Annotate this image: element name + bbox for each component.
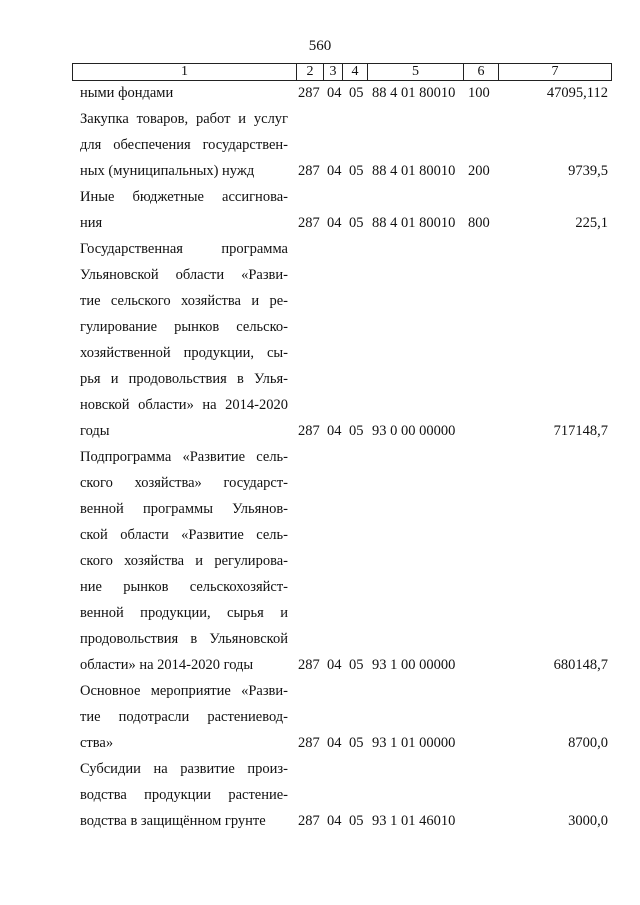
cell-rz: 04 xyxy=(327,657,342,673)
cell-csr: 93 1 01 00000 xyxy=(372,735,456,751)
cell-csr: 88 4 01 80010 xyxy=(372,215,456,231)
table-row xyxy=(0,678,640,756)
description-line: для обеспечения государствен- xyxy=(80,137,288,153)
row-description xyxy=(80,236,288,444)
cell-gr: 287 xyxy=(298,735,320,751)
description-line: тие подотрасли растениевод- xyxy=(80,709,288,725)
description-line: рья и продовольствия в Улья- xyxy=(80,371,288,387)
cell-rz: 04 xyxy=(327,423,342,439)
description-line: ского хозяйства» государст- xyxy=(80,475,288,491)
cell-amount: 8700,0 xyxy=(568,735,608,751)
description-line: гулирование рынков сельско- xyxy=(80,319,288,335)
cell-pr: 05 xyxy=(349,813,364,829)
cell-amount: 225,1 xyxy=(575,215,608,231)
description-line: венной программы Ульянов- xyxy=(80,501,288,517)
table-row xyxy=(0,756,640,834)
cell-pr: 05 xyxy=(349,735,364,751)
description-line: Закупка товаров, работ и услуг xyxy=(80,111,288,127)
row-description xyxy=(80,756,288,834)
description-line: Ульяновской области «Разви- xyxy=(80,267,288,283)
description-line: ства» xyxy=(80,735,114,751)
header-col-1: 1 xyxy=(181,64,188,79)
cell-gr: 287 xyxy=(298,85,320,101)
cell-pr: 05 xyxy=(349,215,364,231)
description-line: тие сельского хозяйства и ре- xyxy=(80,293,288,309)
cell-amount: 47095,112 xyxy=(546,85,608,101)
cell-csr: 93 0 00 00000 xyxy=(372,423,456,439)
cell-vr: 800 xyxy=(468,215,490,231)
header-col-6: 6 xyxy=(477,64,485,79)
description-line: ния xyxy=(80,215,103,231)
cell-gr: 287 xyxy=(298,813,320,829)
description-line: ных (муниципальных) нужд xyxy=(80,163,255,179)
cell-amount: 9739,5 xyxy=(568,163,608,179)
description-line: ского хозяйства и регулирова- xyxy=(80,553,288,569)
description-line: хозяйственной продукции, сы- xyxy=(80,345,288,361)
table-header xyxy=(72,63,612,81)
description-line: продовольствия в Ульяновской xyxy=(80,631,288,647)
cell-csr: 93 1 00 00000 xyxy=(372,657,456,673)
cell-gr: 287 xyxy=(298,215,320,231)
row-description xyxy=(80,184,288,236)
cell-rz: 04 xyxy=(327,735,342,751)
cell-csr: 88 4 01 80010 xyxy=(372,85,456,101)
cell-rz: 04 xyxy=(327,215,342,231)
cell-rz: 04 xyxy=(327,163,342,179)
table-row xyxy=(0,80,640,106)
header-col-4: 4 xyxy=(351,64,359,79)
row-description xyxy=(80,678,288,756)
row-description xyxy=(80,80,288,106)
cell-pr: 05 xyxy=(349,657,364,673)
header-col-5: 5 xyxy=(412,64,419,79)
cell-rz: 04 xyxy=(327,85,342,101)
cell-vr: 200 xyxy=(468,163,490,179)
description-line: ными фондами xyxy=(80,85,174,101)
cell-amount: 717148,7 xyxy=(553,423,608,439)
cell-pr: 05 xyxy=(349,423,364,439)
header-col-3: 3 xyxy=(329,64,337,79)
description-line: Иные бюджетные ассигнова- xyxy=(80,189,288,205)
cell-amount: 3000,0 xyxy=(568,813,608,829)
description-line: водства в защищённом грунте xyxy=(80,813,266,829)
description-line: Подпрограмма «Развитие сель- xyxy=(80,449,288,465)
description-line: водства продукции растение- xyxy=(80,787,288,803)
description-line: ние рынков сельскохозяйст- xyxy=(80,579,288,595)
description-line: Субсидии на развитие произ- xyxy=(80,761,288,777)
cell-gr: 287 xyxy=(298,423,320,439)
page-number: 560 xyxy=(308,38,332,54)
description-line: ской области «Развитие сель- xyxy=(80,527,288,543)
table-row xyxy=(0,236,640,444)
description-line: годы xyxy=(80,423,110,439)
description-line: венной продукции, сырья и xyxy=(80,605,288,621)
header-col-2: 2 xyxy=(306,64,314,79)
row-description xyxy=(80,106,288,184)
cell-rz: 04 xyxy=(327,813,342,829)
description-line: Государственная программа xyxy=(80,241,288,257)
cell-gr: 287 xyxy=(298,657,320,673)
cell-pr: 05 xyxy=(349,163,364,179)
description-line: Основное мероприятие «Разви- xyxy=(80,683,288,699)
header-col-7: 7 xyxy=(551,64,559,79)
cell-csr: 93 1 01 46010 xyxy=(372,813,456,829)
description-line: области» на 2014-2020 годы xyxy=(80,657,254,673)
table-row xyxy=(0,184,640,236)
cell-amount: 680148,7 xyxy=(553,657,608,673)
cell-pr: 05 xyxy=(349,85,364,101)
row-description xyxy=(80,444,288,678)
description-line: новской области» на 2014-2020 xyxy=(80,397,288,413)
cell-vr: 100 xyxy=(468,85,490,101)
cell-gr: 287 xyxy=(298,163,320,179)
cell-csr: 88 4 01 80010 xyxy=(372,163,456,179)
table-row xyxy=(0,444,640,678)
table-row xyxy=(0,106,640,184)
